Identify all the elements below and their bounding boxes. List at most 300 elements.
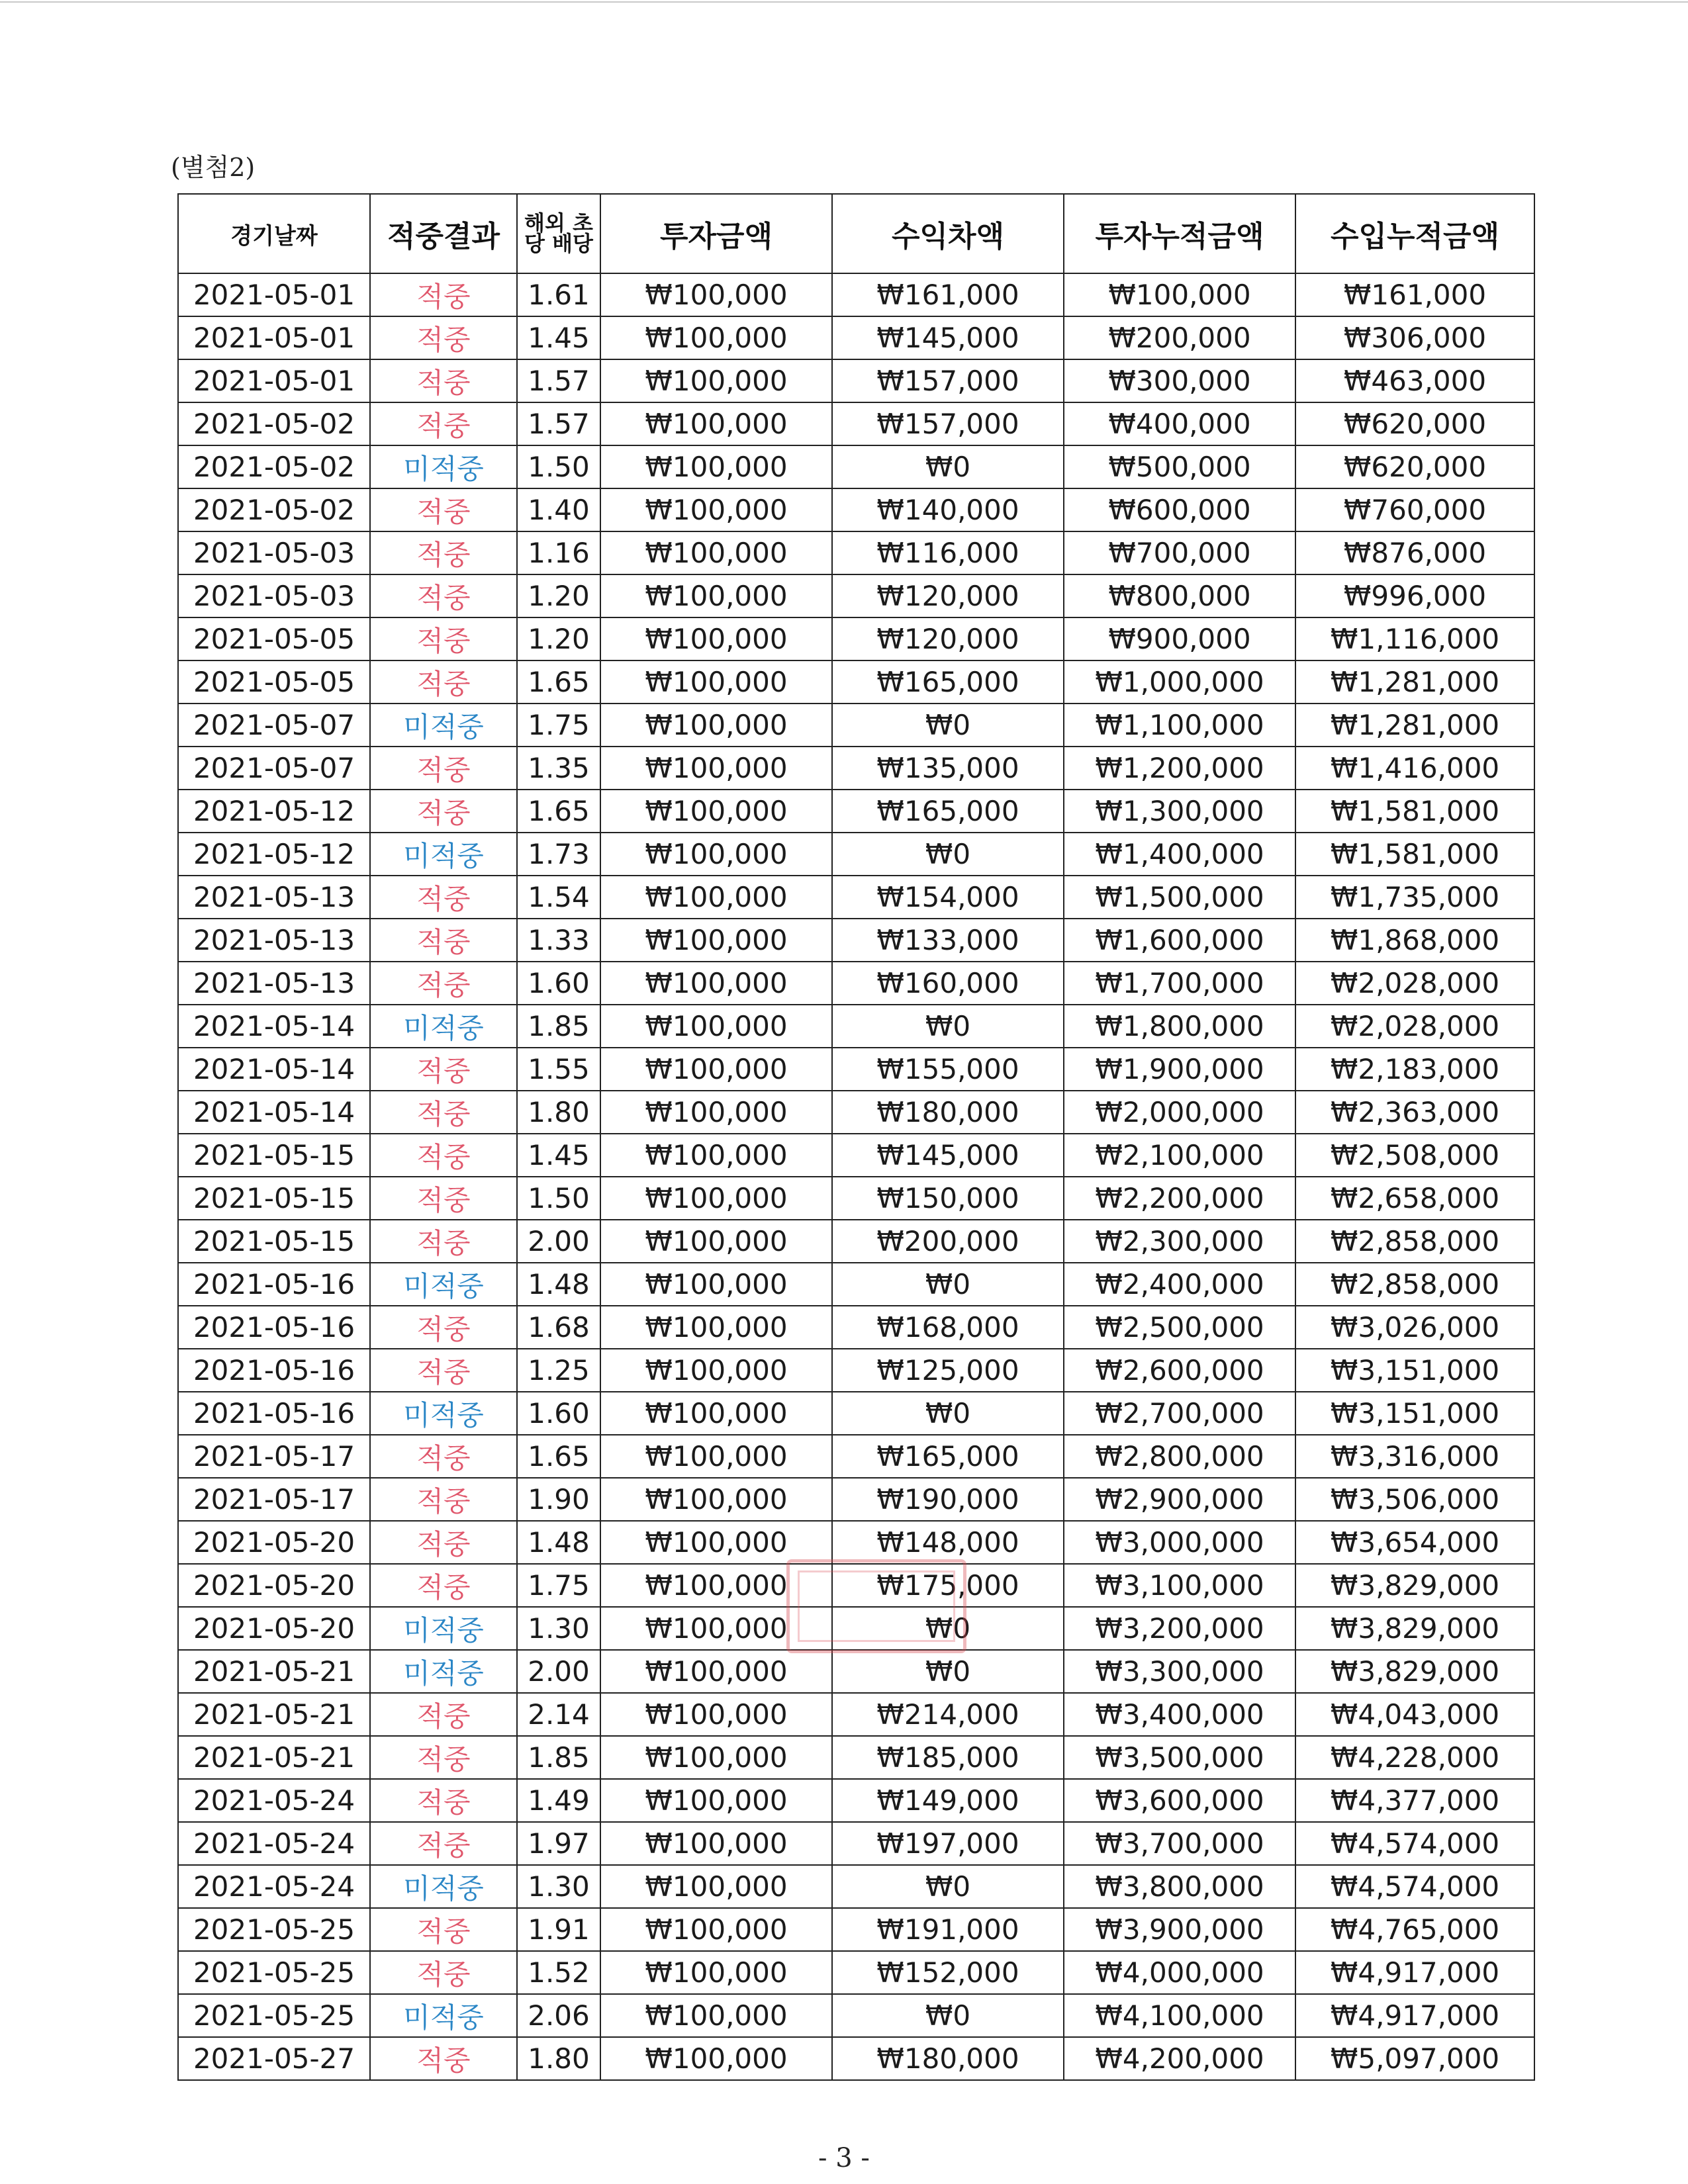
cell-profit: ₩0	[832, 1392, 1064, 1435]
cell-odds: 1.45	[517, 1134, 600, 1177]
cell-result: 적중	[370, 617, 517, 660]
table-row	[178, 402, 1534, 445]
cell-odds: 1.50	[517, 445, 600, 488]
cell-odds: 1.90	[517, 1478, 600, 1521]
cell-profit: ₩165,000	[832, 1435, 1064, 1478]
cell-date: 2021-05-16	[178, 1263, 370, 1306]
cell-odds: 1.65	[517, 1435, 600, 1478]
cell-stake: ₩100,000	[600, 660, 832, 704]
cell-date: 2021-05-05	[178, 617, 370, 660]
cell-stake: ₩100,000	[600, 1736, 832, 1779]
cell-cumulative-income: ₩1,281,000	[1295, 704, 1534, 747]
cell-date: 2021-05-21	[178, 1693, 370, 1736]
cell-date: 2021-05-14	[178, 1048, 370, 1091]
cell-cumulative-investment: ₩2,100,000	[1064, 1134, 1295, 1177]
cell-cumulative-investment: ₩1,600,000	[1064, 919, 1295, 962]
cell-stake: ₩100,000	[600, 833, 832, 876]
cell-odds: 1.85	[517, 1005, 600, 1048]
cell-cumulative-income: ₩4,765,000	[1295, 1908, 1534, 1951]
cell-date: 2021-05-14	[178, 1091, 370, 1134]
cell-date: 2021-05-24	[178, 1779, 370, 1822]
cell-stake: ₩100,000	[600, 1822, 832, 1865]
cell-odds: 1.80	[517, 1091, 600, 1134]
cell-cumulative-income: ₩306,000	[1295, 316, 1534, 359]
cell-odds: 1.25	[517, 1349, 600, 1392]
cell-odds: 1.55	[517, 1048, 600, 1091]
cell-profit: ₩0	[832, 1994, 1064, 2037]
cell-date: 2021-05-15	[178, 1134, 370, 1177]
table-row	[178, 1306, 1534, 1349]
cell-odds: 2.06	[517, 1994, 600, 2037]
cell-result: 적중	[370, 1822, 517, 1865]
cell-stake: ₩100,000	[600, 445, 832, 488]
cell-date: 2021-05-16	[178, 1349, 370, 1392]
cell-stake: ₩100,000	[600, 1263, 832, 1306]
cell-result: 적중	[370, 1306, 517, 1349]
cell-profit: ₩0	[832, 1005, 1064, 1048]
cell-stake: ₩100,000	[600, 1607, 832, 1650]
cell-cumulative-income: ₩3,654,000	[1295, 1521, 1534, 1564]
table-row	[178, 531, 1534, 574]
cell-odds: 1.73	[517, 833, 600, 876]
cell-cumulative-investment: ₩3,700,000	[1064, 1822, 1295, 1865]
attachment-label: (별첨2)	[171, 153, 256, 182]
cell-cumulative-income: ₩3,829,000	[1295, 1607, 1534, 1650]
cell-cumulative-income: ₩2,028,000	[1295, 1005, 1534, 1048]
cell-cumulative-investment: ₩3,200,000	[1064, 1607, 1295, 1650]
cell-result: 적중	[370, 747, 517, 790]
cell-odds: 1.16	[517, 531, 600, 574]
cell-date: 2021-05-24	[178, 1822, 370, 1865]
cell-cumulative-income: ₩3,151,000	[1295, 1392, 1534, 1435]
cell-cumulative-income: ₩3,829,000	[1295, 1564, 1534, 1607]
cell-cumulative-income: ₩4,917,000	[1295, 1951, 1534, 1994]
cell-stake: ₩100,000	[600, 617, 832, 660]
cell-result: 적중	[370, 919, 517, 962]
cell-result: 미적중	[370, 833, 517, 876]
cell-profit: ₩0	[832, 1865, 1064, 1908]
cell-result: 적중	[370, 1220, 517, 1263]
cell-result: 미적중	[370, 1994, 517, 2037]
cell-stake: ₩100,000	[600, 359, 832, 402]
table-row	[178, 1263, 1534, 1306]
cell-cumulative-investment: ₩700,000	[1064, 531, 1295, 574]
cell-odds: 1.97	[517, 1822, 600, 1865]
cell-date: 2021-05-15	[178, 1177, 370, 1220]
cell-date: 2021-05-17	[178, 1478, 370, 1521]
table-row	[178, 1134, 1534, 1177]
cell-profit: ₩180,000	[832, 1091, 1064, 1134]
cell-stake: ₩100,000	[600, 1134, 832, 1177]
header-date: 경기날짜	[178, 194, 370, 273]
cell-result: 적중	[370, 660, 517, 704]
cell-cumulative-investment: ₩2,400,000	[1064, 1263, 1295, 1306]
table-row	[178, 1564, 1534, 1607]
table-row	[178, 704, 1534, 747]
cell-cumulative-investment: ₩1,000,000	[1064, 660, 1295, 704]
table-row	[178, 660, 1534, 704]
table-row	[178, 1822, 1534, 1865]
cell-result: 적중	[370, 1951, 517, 1994]
table-row	[178, 1650, 1534, 1693]
cell-profit: ₩120,000	[832, 617, 1064, 660]
cell-stake: ₩100,000	[600, 704, 832, 747]
cell-profit: ₩152,000	[832, 1951, 1064, 1994]
cell-cumulative-income: ₩3,506,000	[1295, 1478, 1534, 1521]
cell-date: 2021-05-27	[178, 2037, 370, 2080]
cell-stake: ₩100,000	[600, 1908, 832, 1951]
cell-result: 적중	[370, 1908, 517, 1951]
table-row	[178, 1865, 1534, 1908]
cell-profit: ₩0	[832, 1650, 1064, 1693]
cell-odds: 2.00	[517, 1220, 600, 1263]
cell-cumulative-income: ₩1,281,000	[1295, 660, 1534, 704]
cell-date: 2021-05-12	[178, 833, 370, 876]
cell-cumulative-income: ₩3,316,000	[1295, 1435, 1534, 1478]
cell-date: 2021-05-01	[178, 316, 370, 359]
cell-result: 적중	[370, 402, 517, 445]
cell-cumulative-investment: ₩2,700,000	[1064, 1392, 1295, 1435]
cell-cumulative-investment: ₩3,100,000	[1064, 1564, 1295, 1607]
cell-cumulative-investment: ₩1,900,000	[1064, 1048, 1295, 1091]
cell-result: 적중	[370, 876, 517, 919]
cell-stake: ₩100,000	[600, 1306, 832, 1349]
cell-cumulative-investment: ₩2,200,000	[1064, 1177, 1295, 1220]
cell-cumulative-investment: ₩400,000	[1064, 402, 1295, 445]
cell-cumulative-income: ₩760,000	[1295, 488, 1534, 531]
table-row	[178, 1091, 1534, 1134]
table-row	[178, 1177, 1534, 1220]
table-header-row	[178, 194, 1534, 273]
table-row	[178, 962, 1534, 1005]
cell-odds: 1.54	[517, 876, 600, 919]
cell-result: 적중	[370, 1177, 517, 1220]
cell-cumulative-income: ₩463,000	[1295, 359, 1534, 402]
cell-result: 미적중	[370, 1263, 517, 1306]
cell-cumulative-investment: ₩200,000	[1064, 316, 1295, 359]
table-row	[178, 1392, 1534, 1435]
page-number: - 3 -	[818, 2143, 870, 2173]
cell-cumulative-investment: ₩1,300,000	[1064, 790, 1295, 833]
cell-cumulative-investment: ₩500,000	[1064, 445, 1295, 488]
cell-cumulative-investment: ₩1,200,000	[1064, 747, 1295, 790]
cell-date: 2021-05-16	[178, 1306, 370, 1349]
cell-date: 2021-05-20	[178, 1607, 370, 1650]
cell-result: 적중	[370, 1693, 517, 1736]
cell-cumulative-investment: ₩2,800,000	[1064, 1435, 1295, 1478]
cell-cumulative-investment: ₩2,000,000	[1064, 1091, 1295, 1134]
cell-profit: ₩116,000	[832, 531, 1064, 574]
cell-cumulative-income: ₩2,363,000	[1295, 1091, 1534, 1134]
cell-profit: ₩168,000	[832, 1306, 1064, 1349]
cell-result: 미적중	[370, 1650, 517, 1693]
cell-profit: ₩145,000	[832, 316, 1064, 359]
cell-stake: ₩100,000	[600, 488, 832, 531]
table-row	[178, 359, 1534, 402]
cell-profit: ₩0	[832, 445, 1064, 488]
table-row	[178, 1693, 1534, 1736]
cell-date: 2021-05-25	[178, 1951, 370, 1994]
cell-date: 2021-05-15	[178, 1220, 370, 1263]
cell-result: 적중	[370, 1564, 517, 1607]
table-row	[178, 574, 1534, 617]
header-odds: 해외 초당 배당	[517, 194, 600, 273]
cell-stake: ₩100,000	[600, 402, 832, 445]
cell-cumulative-investment: ₩3,400,000	[1064, 1693, 1295, 1736]
cell-result: 적중	[370, 2037, 517, 2080]
cell-cumulative-income: ₩876,000	[1295, 531, 1534, 574]
cell-result: 적중	[370, 273, 517, 316]
cell-stake: ₩100,000	[600, 1177, 832, 1220]
cell-profit: ₩161,000	[832, 273, 1064, 316]
cell-date: 2021-05-20	[178, 1521, 370, 1564]
cell-cumulative-income: ₩4,574,000	[1295, 1865, 1534, 1908]
betting-ledger-table	[177, 193, 1535, 2081]
cell-cumulative-investment: ₩1,800,000	[1064, 1005, 1295, 1048]
cell-profit: ₩149,000	[832, 1779, 1064, 1822]
cell-stake: ₩100,000	[600, 1005, 832, 1048]
cell-odds: 1.61	[517, 273, 600, 316]
cell-profit: ₩214,000	[832, 1693, 1064, 1736]
cell-cumulative-investment: ₩600,000	[1064, 488, 1295, 531]
cell-cumulative-income: ₩2,858,000	[1295, 1263, 1534, 1306]
scan-top-edge	[0, 1, 1688, 3]
cell-stake: ₩100,000	[600, 1779, 832, 1822]
cell-stake: ₩100,000	[600, 1994, 832, 2037]
cell-stake: ₩100,000	[600, 1865, 832, 1908]
cell-date: 2021-05-21	[178, 1650, 370, 1693]
cell-date: 2021-05-14	[178, 1005, 370, 1048]
table-row	[178, 1349, 1534, 1392]
cell-result: 적중	[370, 531, 517, 574]
cell-cumulative-investment: ₩1,700,000	[1064, 962, 1295, 1005]
cell-odds: 2.00	[517, 1650, 600, 1693]
table-row	[178, 1779, 1534, 1822]
cell-cumulative-income: ₩4,574,000	[1295, 1822, 1534, 1865]
cell-odds: 1.20	[517, 574, 600, 617]
table-row	[178, 1220, 1534, 1263]
cell-cumulative-investment: ₩100,000	[1064, 273, 1295, 316]
table-row	[178, 445, 1534, 488]
cell-profit: ₩200,000	[832, 1220, 1064, 1263]
table-row	[178, 273, 1534, 316]
cell-cumulative-income: ₩2,183,000	[1295, 1048, 1534, 1091]
cell-cumulative-income: ₩4,228,000	[1295, 1736, 1534, 1779]
cell-date: 2021-05-24	[178, 1865, 370, 1908]
cell-profit: ₩140,000	[832, 488, 1064, 531]
cell-date: 2021-05-13	[178, 876, 370, 919]
cell-cumulative-investment: ₩800,000	[1064, 574, 1295, 617]
cell-odds: 1.49	[517, 1779, 600, 1822]
header-result: 적중결과	[370, 194, 517, 273]
cell-cumulative-income: ₩1,116,000	[1295, 617, 1534, 660]
cell-stake: ₩100,000	[600, 1693, 832, 1736]
cell-cumulative-investment: ₩3,900,000	[1064, 1908, 1295, 1951]
cell-date: 2021-05-17	[178, 1435, 370, 1478]
cell-cumulative-investment: ₩2,500,000	[1064, 1306, 1295, 1349]
cell-cumulative-investment: ₩1,400,000	[1064, 833, 1295, 876]
cell-profit: ₩175,000	[832, 1564, 1064, 1607]
cell-profit: ₩190,000	[832, 1478, 1064, 1521]
cell-date: 2021-05-20	[178, 1564, 370, 1607]
cell-odds: 1.30	[517, 1607, 600, 1650]
table-row	[178, 747, 1534, 790]
table-row	[178, 1521, 1534, 1564]
cell-profit: ₩0	[832, 1263, 1064, 1306]
cell-odds: 1.60	[517, 1392, 600, 1435]
table-row	[178, 488, 1534, 531]
cell-cumulative-income: ₩1,581,000	[1295, 833, 1534, 876]
cell-profit: ₩120,000	[832, 574, 1064, 617]
table-row	[178, 1736, 1534, 1779]
cell-result: 적중	[370, 1736, 517, 1779]
cell-date: 2021-05-25	[178, 1908, 370, 1951]
table-row	[178, 316, 1534, 359]
cell-profit: ₩157,000	[832, 359, 1064, 402]
cell-odds: 1.52	[517, 1951, 600, 1994]
cell-cumulative-income: ₩4,917,000	[1295, 1994, 1534, 2037]
cell-date: 2021-05-12	[178, 790, 370, 833]
cell-profit: ₩150,000	[832, 1177, 1064, 1220]
cell-cumulative-income: ₩4,043,000	[1295, 1693, 1534, 1736]
cell-cumulative-income: ₩2,858,000	[1295, 1220, 1534, 1263]
cell-result: 적중	[370, 359, 517, 402]
table-row	[178, 1478, 1534, 1521]
cell-cumulative-income: ₩1,581,000	[1295, 790, 1534, 833]
cell-date: 2021-05-13	[178, 919, 370, 962]
cell-cumulative-income: ₩1,868,000	[1295, 919, 1534, 962]
cell-odds: 1.57	[517, 359, 600, 402]
cell-stake: ₩100,000	[600, 316, 832, 359]
cell-odds: 1.75	[517, 1564, 600, 1607]
cell-cumulative-investment: ₩1,100,000	[1064, 704, 1295, 747]
cell-cumulative-investment: ₩2,900,000	[1064, 1478, 1295, 1521]
table-row	[178, 833, 1534, 876]
cell-profit: ₩165,000	[832, 790, 1064, 833]
cell-stake: ₩100,000	[600, 1521, 832, 1564]
cell-cumulative-investment: ₩4,200,000	[1064, 2037, 1295, 2080]
cell-stake: ₩100,000	[600, 1349, 832, 1392]
cell-odds: 1.33	[517, 919, 600, 962]
cell-stake: ₩100,000	[600, 747, 832, 790]
cell-cumulative-investment: ₩3,000,000	[1064, 1521, 1295, 1564]
table-row	[178, 1607, 1534, 1650]
cell-result: 적중	[370, 1349, 517, 1392]
cell-cumulative-income: ₩2,508,000	[1295, 1134, 1534, 1177]
cell-profit: ₩135,000	[832, 747, 1064, 790]
cell-date: 2021-05-03	[178, 531, 370, 574]
cell-date: 2021-05-03	[178, 574, 370, 617]
cell-result: 적중	[370, 790, 517, 833]
cell-cumulative-investment: ₩4,100,000	[1064, 1994, 1295, 2037]
cell-cumulative-investment: ₩2,300,000	[1064, 1220, 1295, 1263]
cell-cumulative-income: ₩161,000	[1295, 273, 1534, 316]
cell-date: 2021-05-21	[178, 1736, 370, 1779]
cell-profit: ₩0	[832, 1607, 1064, 1650]
cell-result: 미적중	[370, 1005, 517, 1048]
cell-cumulative-investment: ₩1,500,000	[1064, 876, 1295, 919]
cell-stake: ₩100,000	[600, 876, 832, 919]
cell-date: 2021-05-02	[178, 402, 370, 445]
cell-stake: ₩100,000	[600, 1951, 832, 1994]
cell-odds: 1.48	[517, 1263, 600, 1306]
cell-stake: ₩100,000	[600, 1650, 832, 1693]
cell-cumulative-income: ₩996,000	[1295, 574, 1534, 617]
cell-odds: 1.65	[517, 660, 600, 704]
cell-result: 미적중	[370, 1607, 517, 1650]
cell-date: 2021-05-05	[178, 660, 370, 704]
cell-profit: ₩125,000	[832, 1349, 1064, 1392]
cell-stake: ₩100,000	[600, 1478, 832, 1521]
cell-cumulative-income: ₩620,000	[1295, 402, 1534, 445]
cell-profit: ₩160,000	[832, 962, 1064, 1005]
cell-odds: 1.50	[517, 1177, 600, 1220]
cell-result: 미적중	[370, 1392, 517, 1435]
cell-profit: ₩197,000	[832, 1822, 1064, 1865]
cell-odds: 1.65	[517, 790, 600, 833]
table-row	[178, 876, 1534, 919]
table-row	[178, 1951, 1534, 1994]
cell-cumulative-investment: ₩4,000,000	[1064, 1951, 1295, 1994]
cell-profit: ₩0	[832, 833, 1064, 876]
cell-result: 적중	[370, 316, 517, 359]
cell-result: 적중	[370, 574, 517, 617]
cell-result: 적중	[370, 1521, 517, 1564]
cell-odds: 1.68	[517, 1306, 600, 1349]
cell-date: 2021-05-02	[178, 488, 370, 531]
cell-profit: ₩165,000	[832, 660, 1064, 704]
cell-stake: ₩100,000	[600, 1220, 832, 1263]
cell-cumulative-investment: ₩3,800,000	[1064, 1865, 1295, 1908]
cell-result: 적중	[370, 1134, 517, 1177]
cell-stake: ₩100,000	[600, 273, 832, 316]
cell-odds: 1.48	[517, 1521, 600, 1564]
cell-stake: ₩100,000	[600, 1392, 832, 1435]
cell-cumulative-income: ₩3,026,000	[1295, 1306, 1534, 1349]
table-row	[178, 790, 1534, 833]
cell-date: 2021-05-07	[178, 704, 370, 747]
cell-date: 2021-05-01	[178, 359, 370, 402]
cell-odds: 1.45	[517, 316, 600, 359]
cell-profit: ₩0	[832, 704, 1064, 747]
cell-cumulative-investment: ₩900,000	[1064, 617, 1295, 660]
cell-odds: 1.80	[517, 2037, 600, 2080]
cell-result: 적중	[370, 1478, 517, 1521]
cell-odds: 1.60	[517, 962, 600, 1005]
cell-cumulative-investment: ₩2,600,000	[1064, 1349, 1295, 1392]
cell-profit: ₩191,000	[832, 1908, 1064, 1951]
cell-odds: 1.20	[517, 617, 600, 660]
cell-odds: 1.40	[517, 488, 600, 531]
cell-stake: ₩100,000	[600, 1435, 832, 1478]
cell-stake: ₩100,000	[600, 531, 832, 574]
cell-result: 적중	[370, 1048, 517, 1091]
table-body	[178, 273, 1534, 2080]
cell-odds: 1.75	[517, 704, 600, 747]
cell-stake: ₩100,000	[600, 790, 832, 833]
cell-odds: 1.35	[517, 747, 600, 790]
header-stake: 투자금액	[600, 194, 832, 273]
table-row	[178, 2037, 1534, 2080]
table-row	[178, 919, 1534, 962]
cell-stake: ₩100,000	[600, 574, 832, 617]
cell-cumulative-investment: ₩3,300,000	[1064, 1650, 1295, 1693]
cell-date: 2021-05-02	[178, 445, 370, 488]
cell-date: 2021-05-13	[178, 962, 370, 1005]
cell-cumulative-investment: ₩3,500,000	[1064, 1736, 1295, 1779]
cell-cumulative-income: ₩4,377,000	[1295, 1779, 1534, 1822]
cell-result: 적중	[370, 1091, 517, 1134]
